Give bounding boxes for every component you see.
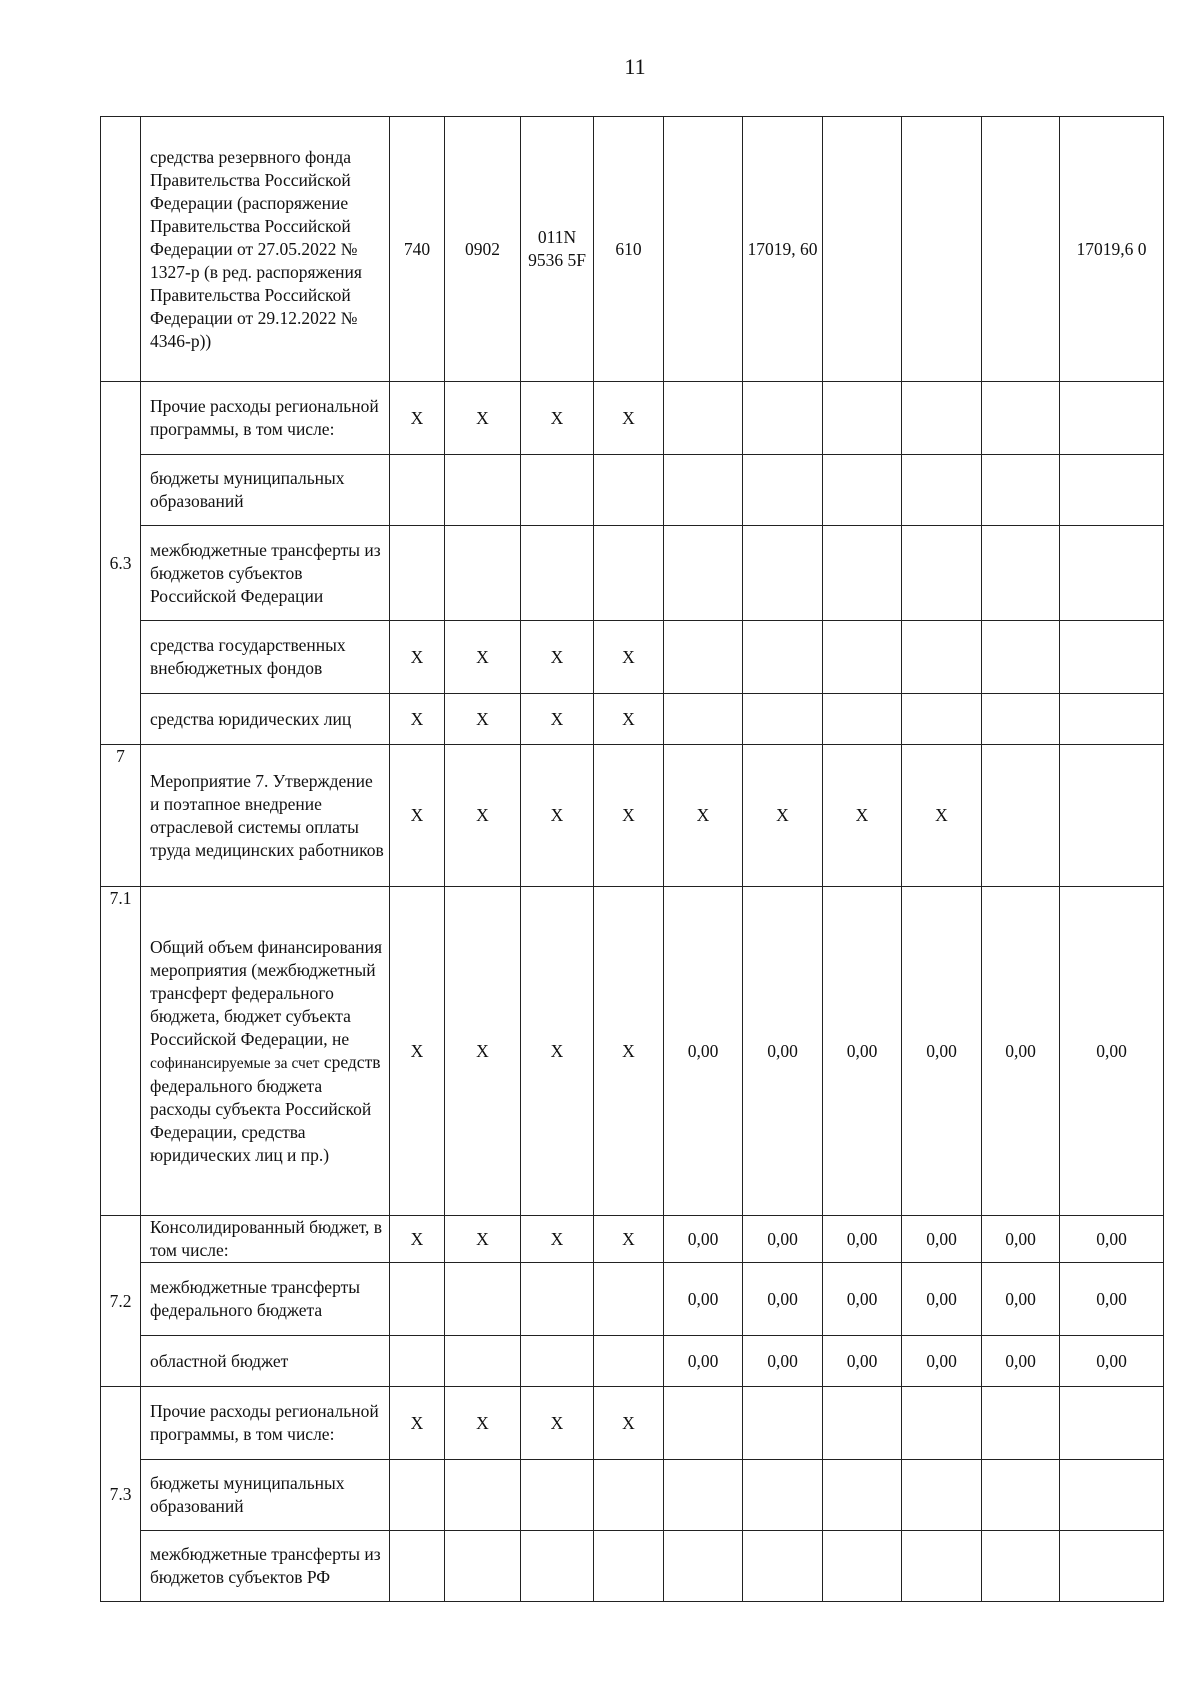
table-cell: X: [390, 1387, 445, 1460]
table-cell: [521, 1460, 594, 1531]
table-cell: X: [390, 621, 445, 694]
table-row: [101, 1387, 1164, 1460]
row-name-cell: Консолидированный бюджет, в том числе:: [141, 1216, 390, 1263]
row-name-cell: Прочие расходы региональной программы, в том числе:: [141, 382, 390, 455]
table-cell: 0,00: [664, 887, 743, 1216]
table-cell: 0,00: [823, 887, 902, 1216]
page-number: 11: [624, 54, 646, 79]
table-cell: [982, 382, 1060, 455]
table-cell: X: [445, 694, 521, 745]
table-cell: [823, 382, 902, 455]
table-cell: X: [390, 745, 445, 887]
table-cell: [664, 526, 743, 621]
table-cell: [743, 455, 823, 526]
table-cell: [902, 1531, 982, 1602]
table-cell: X: [521, 887, 594, 1216]
table-cell: [445, 1460, 521, 1531]
table-cell: [823, 455, 902, 526]
table-cell: [1060, 382, 1164, 455]
table-cell: [902, 455, 982, 526]
row-name-cell: бюджеты муниципальных образований: [141, 1460, 390, 1531]
table-cell: [743, 694, 823, 745]
table-cell: [521, 1336, 594, 1387]
table-cell: [664, 382, 743, 455]
table-cell: X: [594, 382, 664, 455]
table-cell: [521, 1531, 594, 1602]
table-cell: [445, 1263, 521, 1336]
table-cell: [743, 382, 823, 455]
table-cell: [390, 455, 445, 526]
table-cell: [823, 621, 902, 694]
table-cell: [743, 526, 823, 621]
table-cell: X: [594, 745, 664, 887]
table-cell: [664, 1460, 743, 1531]
table-cell: 0,00: [982, 1263, 1060, 1336]
table-cell: 0,00: [902, 1263, 982, 1336]
table-cell: [594, 1460, 664, 1531]
table-cell: X: [521, 1216, 594, 1263]
table-cell: 0,00: [982, 887, 1060, 1216]
row-name-part: средств федерального бюджета расходы субъекта Российской Федерации, средства юридических лиц и пр.): [150, 1051, 381, 1165]
table-cell: [390, 526, 445, 621]
table-cell: [902, 1387, 982, 1460]
table-row: [101, 117, 1164, 382]
table-cell: [743, 1387, 823, 1460]
table-cell: X: [445, 745, 521, 887]
table-cell: 0,00: [982, 1336, 1060, 1387]
table-cell: [982, 1531, 1060, 1602]
row-name-cell: Прочие расходы региональной программы, в том числе:: [141, 1387, 390, 1460]
row-number-cell: 7: [101, 745, 141, 887]
table-cell: [823, 694, 902, 745]
table-cell: X: [594, 1387, 664, 1460]
table-row: [101, 526, 1164, 621]
table-cell: 0,00: [1060, 1336, 1164, 1387]
table-cell: X: [823, 745, 902, 887]
table-cell: 0,00: [823, 1336, 902, 1387]
table-cell: X: [594, 887, 664, 1216]
table-cell: [1060, 1387, 1164, 1460]
table-cell: 0902: [445, 117, 521, 382]
table-cell: X: [445, 1387, 521, 1460]
table-row: [101, 455, 1164, 526]
table-cell: [902, 694, 982, 745]
table-cell: X: [521, 694, 594, 745]
table-cell: X: [521, 382, 594, 455]
row-name-cell: Мероприятие 7. Утверждение и поэтапное внедрение отраслевой системы оплаты труда медицинских работников: [141, 745, 390, 887]
table-cell: X: [594, 1216, 664, 1263]
table-cell: 610: [594, 117, 664, 382]
table-cell: X: [445, 1216, 521, 1263]
table-cell: [902, 382, 982, 455]
table-cell: [823, 1531, 902, 1602]
table-cell: [982, 621, 1060, 694]
table-cell: X: [664, 745, 743, 887]
table-cell: [521, 1263, 594, 1336]
row-number-cell: 6.3: [101, 382, 141, 745]
table-cell: [982, 526, 1060, 621]
table-cell: 17019,6 0: [1060, 117, 1164, 382]
table-cell: [664, 1531, 743, 1602]
table-cell: [1060, 455, 1164, 526]
table-cell: [521, 526, 594, 621]
table-cell: [1060, 694, 1164, 745]
table-cell: [902, 117, 982, 382]
table-cell: [594, 1263, 664, 1336]
table-cell: [445, 455, 521, 526]
table-cell: [1060, 621, 1164, 694]
table-cell: 0,00: [902, 887, 982, 1216]
table-cell: 011N 9536 5F: [521, 117, 594, 382]
table-cell: 0,00: [902, 1336, 982, 1387]
table-cell: [902, 621, 982, 694]
table-cell: X: [390, 1216, 445, 1263]
row-number-cell: 7.1: [101, 887, 141, 1216]
table-cell: [982, 1460, 1060, 1531]
table-cell: [1060, 1460, 1164, 1531]
table-row: [101, 694, 1164, 745]
table-cell: [982, 694, 1060, 745]
table-row: [101, 1216, 1164, 1263]
row-name-cell: [141, 887, 390, 1216]
table-cell: [594, 1531, 664, 1602]
table-cell: 0,00: [743, 887, 823, 1216]
table-cell: [902, 1460, 982, 1531]
row-name-cell: областной бюджет: [141, 1336, 390, 1387]
table-cell: 0,00: [1060, 1216, 1164, 1263]
row-number-cell: [101, 117, 141, 382]
table-cell: [594, 526, 664, 621]
table-cell: [982, 117, 1060, 382]
table-cell: [594, 1336, 664, 1387]
row-name-part: софинансируемые за счет: [150, 1054, 320, 1072]
table-cell: X: [445, 621, 521, 694]
table-cell: 0,00: [664, 1263, 743, 1336]
table-cell: 17019, 60: [743, 117, 823, 382]
table-cell: [445, 1336, 521, 1387]
table-cell: [743, 1460, 823, 1531]
table-cell: [664, 117, 743, 382]
table-cell: 0,00: [743, 1336, 823, 1387]
table-cell: [445, 1531, 521, 1602]
table-cell: [1060, 745, 1164, 887]
table-cell: X: [743, 745, 823, 887]
table-cell: [664, 1387, 743, 1460]
table-cell: 0,00: [1060, 887, 1164, 1216]
budget-table: [100, 116, 1164, 1602]
table-cell: [390, 1531, 445, 1602]
table-cell: [982, 745, 1060, 887]
table-row: [101, 1460, 1164, 1531]
table-row: [101, 1263, 1164, 1336]
row-name-cell: бюджеты муниципальных образований: [141, 455, 390, 526]
table-cell: X: [521, 745, 594, 887]
table-cell: [664, 621, 743, 694]
table-cell: 0,00: [743, 1216, 823, 1263]
table-cell: [823, 526, 902, 621]
row-name-cell: средства резервного фонда Правительства Российской Федерации (распоряжение Правительства Российской Федерации от 27.05.2022 № 1327-р (в ред. распоряжения Правительства Российской Федерации от 29.12.2022 № 4346-р)): [141, 117, 390, 382]
table-cell: [445, 526, 521, 621]
table-cell: [902, 526, 982, 621]
table-row: [101, 621, 1164, 694]
table-row: [101, 1336, 1164, 1387]
table-cell: X: [521, 1387, 594, 1460]
table-cell: 0,00: [823, 1216, 902, 1263]
table-row: [101, 887, 1164, 1216]
table-cell: [390, 1263, 445, 1336]
table-cell: [1060, 526, 1164, 621]
table-cell: [1060, 1531, 1164, 1602]
row-name-cell: средства юридических лиц: [141, 694, 390, 745]
table-cell: 740: [390, 117, 445, 382]
table-cell: X: [445, 887, 521, 1216]
table-cell: [664, 455, 743, 526]
row-name-cell: средства государственных внебюджетных фондов: [141, 621, 390, 694]
table-cell: 0,00: [902, 1216, 982, 1263]
table-cell: 0,00: [743, 1263, 823, 1336]
table-cell: X: [445, 382, 521, 455]
table-cell: [390, 1336, 445, 1387]
table-cell: [743, 621, 823, 694]
row-number-cell: 7.2: [101, 1216, 141, 1387]
row-number-cell: 7.3: [101, 1387, 141, 1602]
table-cell: X: [390, 887, 445, 1216]
table-cell: [982, 455, 1060, 526]
table-cell: X: [521, 621, 594, 694]
table-row: [101, 382, 1164, 455]
table-cell: [823, 117, 902, 382]
table-cell: [823, 1460, 902, 1531]
row-name-part: Общий объем финансирования мероприятия (межбюджетный трансферт федерального бюджета, бюджет субъекта Российской Федерации, не: [150, 936, 383, 1049]
table-cell: [982, 1387, 1060, 1460]
table-cell: 0,00: [823, 1263, 902, 1336]
table-cell: [664, 694, 743, 745]
table-cell: 0,00: [664, 1336, 743, 1387]
row-name-cell: межбюджетные трансферты из бюджетов субъектов Российской Федерации: [141, 526, 390, 621]
table-cell: X: [390, 694, 445, 745]
row-name-cell: межбюджетные трансферты федерального бюджета: [141, 1263, 390, 1336]
table-cell: 0,00: [982, 1216, 1060, 1263]
table-cell: [743, 1531, 823, 1602]
table-cell: X: [594, 621, 664, 694]
table-cell: 0,00: [1060, 1263, 1164, 1336]
table-cell: X: [390, 382, 445, 455]
table-cell: 0,00: [664, 1216, 743, 1263]
row-name-cell: межбюджетные трансферты из бюджетов субъектов РФ: [141, 1531, 390, 1602]
table-cell: [823, 1387, 902, 1460]
table-cell: [390, 1460, 445, 1531]
table-cell: X: [594, 694, 664, 745]
table-cell: [521, 455, 594, 526]
table-cell: X: [902, 745, 982, 887]
table-cell: [594, 455, 664, 526]
table-row: [101, 1531, 1164, 1602]
table-row: [101, 745, 1164, 887]
